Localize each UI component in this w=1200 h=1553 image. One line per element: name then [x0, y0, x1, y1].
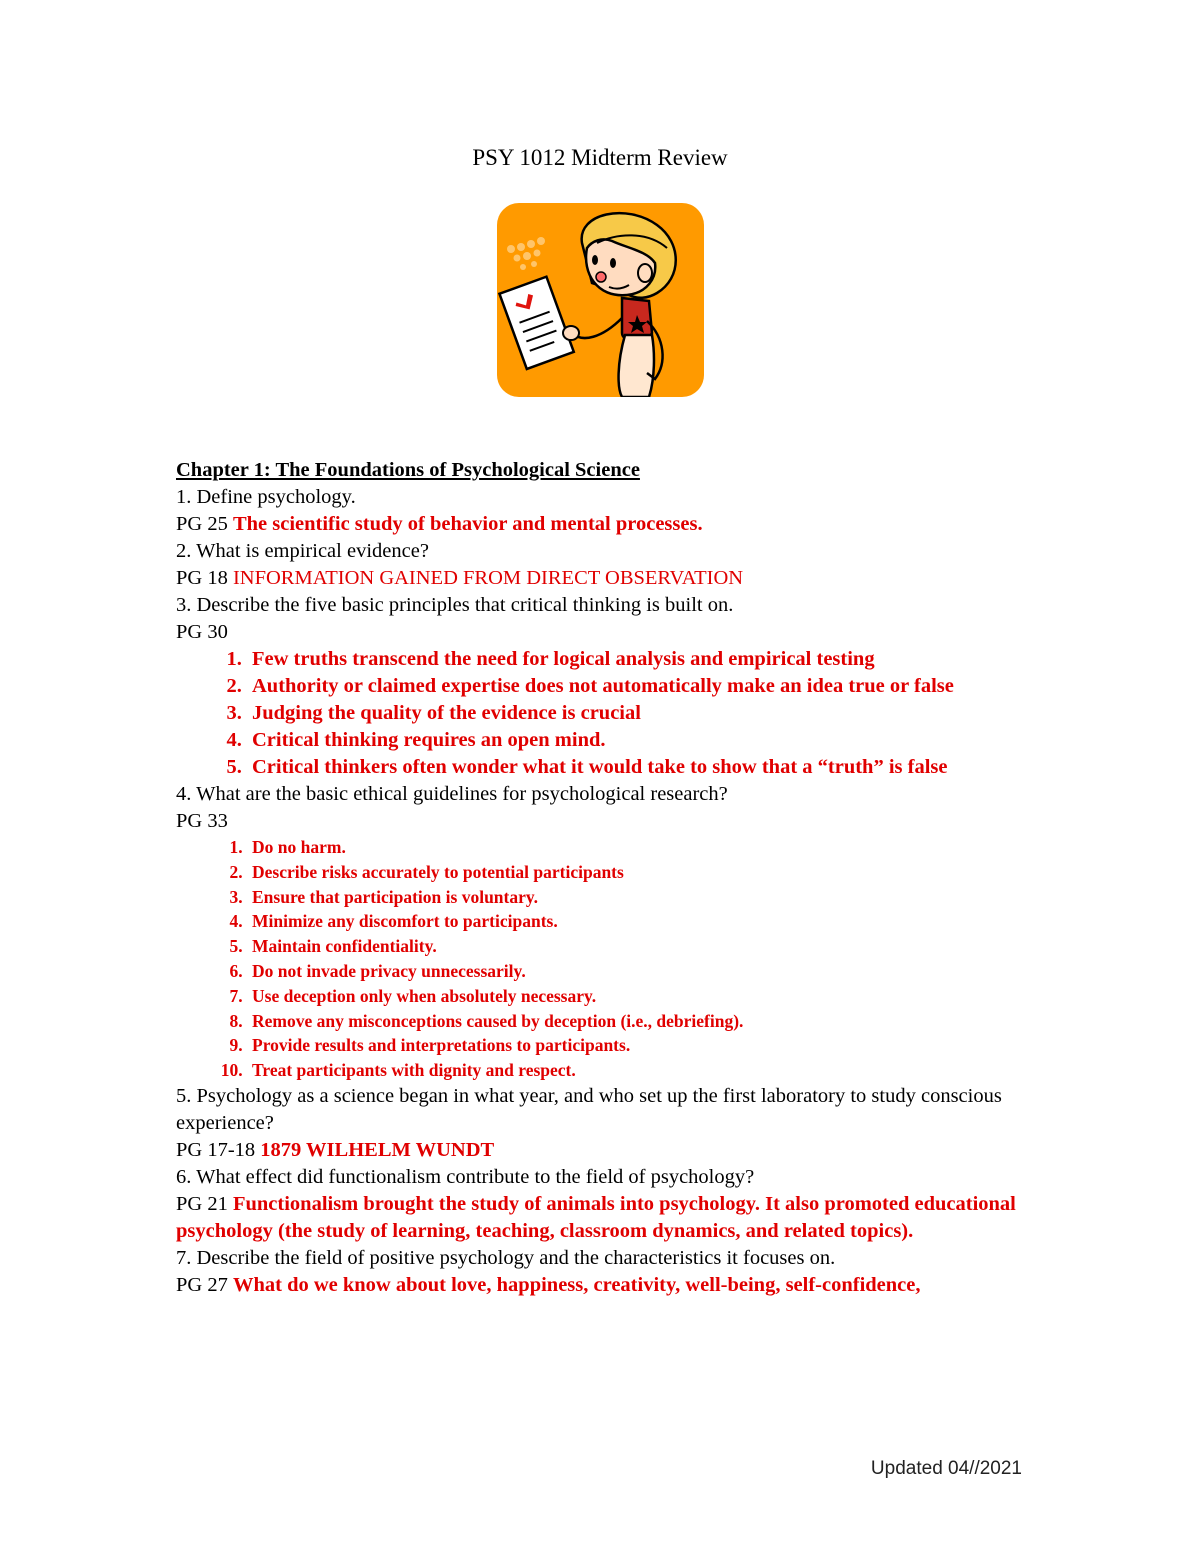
- question-6: 6. What effect did functionalism contribute to the field of psychology?: [176, 1165, 755, 1188]
- list-item: 4. Critical thinking requires an open mind.: [247, 727, 1036, 754]
- page-title: PSY 1012 Midterm Review: [472, 145, 728, 170]
- list-item: 3. Judging the quality of the evidence is crucial: [247, 700, 1036, 727]
- question-5: 5. Psychology as a science began in what year, and who set up the first laboratory to study conscious experience?: [176, 1084, 1002, 1134]
- review-content: [176, 457, 1036, 1299]
- list-item: 8. Remove any misconceptions caused by deception (i.e., debriefing).: [247, 1009, 1036, 1034]
- page-ref: PG 17-18: [176, 1138, 261, 1161]
- question-7: 7. Describe the field of positive psychology and the characteristics it focuses on.: [176, 1246, 836, 1269]
- answer-text: 1879 WILHELM WUNDT: [260, 1138, 495, 1161]
- answer-1: [176, 511, 1036, 538]
- list-item: 5. Maintain confidentiality.: [247, 934, 1036, 959]
- question-4: 4. What are the basic ethical guidelines for psychological research?: [176, 783, 728, 805]
- page-ref: PG 27: [176, 1273, 233, 1296]
- answer-text: The scientific study of behavior and mental processes.: [232, 513, 703, 535]
- answer-text: What do we know about love, happiness, creativity, well-being, self-confidence,: [232, 1273, 921, 1296]
- question-1: 1. Define psychology.: [176, 486, 356, 508]
- page-ref: PG 25: [176, 513, 233, 535]
- list-item: 1. Do no harm.: [247, 835, 1036, 860]
- list-item: 3. Ensure that participation is voluntary.: [247, 885, 1036, 910]
- answer-7: [176, 1272, 1036, 1299]
- question-3: 3. Describe the five basic principles that critical thinking is built on.: [176, 594, 734, 616]
- page-ref: PG 21: [176, 1192, 233, 1215]
- answer-text: Functionalism brought the study of animals into psychology. It also promoted educational psychology (the study of learning, teaching, classroom dynamics, and related topics).: [176, 1192, 1016, 1242]
- answer-2: [176, 565, 1036, 592]
- list-item: 10. Treat participants with dignity and respect.: [247, 1058, 1036, 1083]
- list-item: 9. Provide results and interpretations to participants.: [247, 1033, 1036, 1058]
- chapter-heading: Chapter 1: The Foundations of Psychological Science: [176, 459, 640, 481]
- answer-5: [176, 1137, 1036, 1164]
- list-item: 1. Few truths transcend the need for logical analysis and empirical testing: [247, 646, 1036, 673]
- list-item: 2. Authority or claimed expertise does not automatically make an idea true or false: [247, 673, 1036, 700]
- ethical-guidelines-list: [176, 835, 1036, 1083]
- list-item: 6. Do not invade privacy unnecessarily.: [247, 959, 1036, 984]
- question-2: 2. What is empirical evidence?: [176, 540, 429, 562]
- student-with-test-clipart: [497, 203, 704, 397]
- answer-6: [176, 1191, 1036, 1245]
- page-ref: PG 18: [176, 567, 233, 589]
- critical-thinking-principles-list: [176, 646, 1036, 781]
- page-ref: PG 33: [176, 810, 228, 832]
- answer-text: INFORMATION GAINED FROM DIRECT OBSERVATION: [232, 567, 744, 589]
- footer-updated-date: Updated 04//2021: [870, 1458, 1022, 1479]
- page-ref: PG 30: [176, 621, 228, 643]
- list-item: 7. Use deception only when absolutely necessary.: [247, 984, 1036, 1009]
- list-item: 4. Minimize any discomfort to participants.: [247, 909, 1036, 934]
- list-item: 5. Critical thinkers often wonder what it would take to show that a “truth” is false: [247, 754, 1036, 781]
- list-item: 2. Describe risks accurately to potential participants: [247, 860, 1036, 885]
